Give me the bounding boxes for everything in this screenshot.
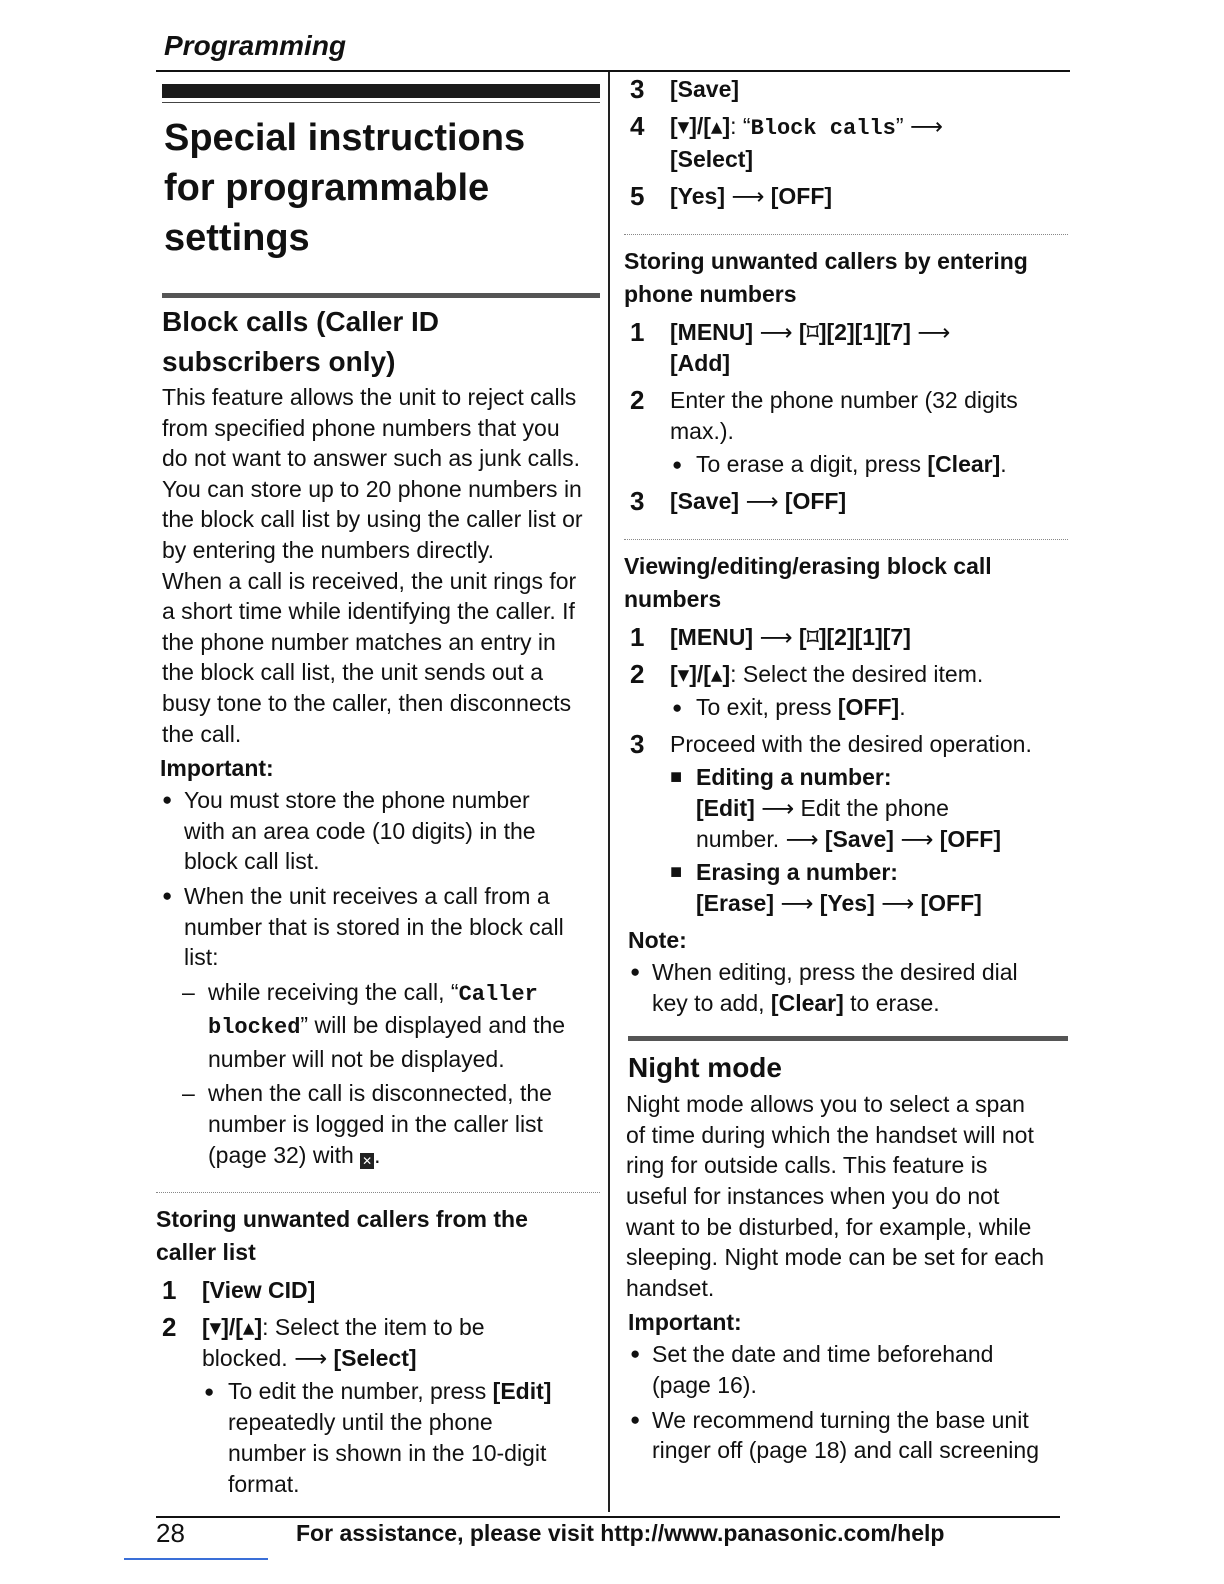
- night-mode-bar: [628, 1036, 1068, 1041]
- cont-step-5: 5 [Yes] ⟶ [OFF]: [630, 181, 833, 211]
- step-2: 2 [▾]/[▴]: Select the item to be blocked. ⟶ [Select] ● To edit the number, press [Edit] repeatedly until the phone number is shown in the 10-digit format.: [156, 1312, 600, 1500]
- title-underline: [162, 102, 600, 103]
- important-label: Important:: [160, 755, 274, 782]
- exit-tip: ● To exit, press [OFF].: [670, 692, 1068, 723]
- footer-rule: [156, 1516, 1060, 1518]
- yes-key: [Yes]: [670, 183, 725, 209]
- save-key: [Save]: [670, 488, 740, 514]
- off-key: [OFF]: [837, 694, 900, 720]
- yes-key: [Yes]: [819, 890, 875, 916]
- bn-step-1: 1 [MENU] ⟶ [⌑][2][1][7] ⟶ [Add]: [624, 317, 1068, 379]
- arrow-icon: ⟶: [759, 624, 793, 650]
- column-divider: [608, 72, 610, 1512]
- arrow-icon: ⟶: [780, 890, 814, 916]
- night-mode-intro: Night mode allows you to select a span of time during which the handset will not ring for outside calls. This feature is useful for instances when you do not want to be disturbed, for example, while sleeping. Night mode can be set for each handset.: [626, 1091, 1045, 1301]
- select-key: [Select]: [670, 146, 754, 172]
- add-key: [Add]: [670, 350, 731, 376]
- arrow-icon: ⟶: [294, 1345, 328, 1372]
- select-key: [Select]: [333, 1345, 417, 1372]
- bullet-area-code: ● You must store the phone number with an area code (10 digits) in the block call list.: [156, 785, 600, 877]
- dash-disconnected: – when the call is disconnected, the number is logged in the caller list (page 32) with ✕.: [156, 1078, 600, 1170]
- editing-steps: [Edit] ⟶ Edit the phone number. ⟶ [Save] ⟶ [OFF]: [696, 795, 1001, 852]
- section-divider: [624, 539, 1068, 540]
- note-label: Note:: [628, 927, 687, 953]
- up-down-keys: [▾]/[▴]: [202, 1314, 263, 1341]
- v-step-2: 2 [▾]/[▴]: Select the desired item. ● To exit, press [OFF].: [624, 659, 1068, 723]
- night-mode-title: Night mode: [628, 1052, 782, 1084]
- footer-link-text[interactable]: For assistance, please visit http://www.panasonic.com/help: [296, 1520, 945, 1546]
- arrow-icon: ⟶: [900, 826, 934, 852]
- up-down-keys: [▾]/[▴]: [670, 661, 731, 687]
- page-number: 28: [156, 1518, 185, 1548]
- edit-key: [Edit]: [492, 1378, 552, 1405]
- section-tag: Programming: [164, 30, 347, 61]
- off-key: [OFF]: [920, 890, 982, 916]
- code-keys: [⌑][2][1][7]: [798, 624, 911, 650]
- bullet-date-time: ● Set the date and time beforehand (page 16).: [624, 1339, 1068, 1400]
- arrow-icon: ⟶: [917, 319, 951, 345]
- save-key: [Save]: [824, 826, 894, 852]
- off-key: [OFF]: [770, 183, 833, 209]
- cont-step-3: 3 [Save]: [630, 74, 740, 104]
- arrow-icon: ⟶: [785, 826, 819, 852]
- arrow-icon: ⟶: [745, 488, 779, 514]
- title-bar: [162, 84, 600, 98]
- block-calls-title: Block calls (Caller ID subscribers only): [162, 306, 440, 377]
- arrow-icon: ⟶: [731, 183, 765, 209]
- page-title: Special instructions for programmable settings: [164, 117, 526, 259]
- erasing-steps: [670, 888, 1068, 919]
- clear-key: [Clear]: [927, 451, 1001, 477]
- left-column: [156, 84, 600, 1506]
- arrow-icon: ⟶: [759, 319, 793, 345]
- bn-step-3: 3 [Save] ⟶ [OFF]: [630, 486, 847, 516]
- editing-heading: ■ Editing a number:: [670, 762, 1068, 793]
- note-bullet: ● When editing, press the desired dial key to add, [Clear] to erase.: [624, 957, 1068, 1018]
- erase-digit-tip: ● To erase a digit, press [Clear].: [670, 449, 1068, 480]
- off-key: [OFF]: [939, 826, 1001, 852]
- menu-key: [MENU]: [670, 624, 754, 650]
- step-1: 1 [View CID]: [162, 1275, 316, 1306]
- right-column: [624, 72, 1068, 1470]
- off-key: [OFF]: [784, 488, 847, 514]
- code-keys: [⌑][2][1][7]: [798, 319, 911, 345]
- section-divider: [624, 234, 1068, 235]
- section-divider: [156, 1192, 600, 1193]
- view-cid-key: [View CID]: [202, 1277, 316, 1304]
- bn-step-2: 2 Enter the phone number (32 digits max.). ● To erase a digit, press [Clear].: [624, 385, 1068, 480]
- bullet-recommend: ● We recommend turning the base unit ringer off (page 18) and call screening: [624, 1405, 1068, 1466]
- arrow-icon: ⟶: [761, 795, 795, 821]
- block-calls-intro: This feature allows the unit to reject calls from specified phone numbers that you do not want to answer such as junk calls. You can store up to 20 phone numbers in the block call list by using the caller list or by entering the numbers directly. When a call is received, the unit rings for a short time while identifying the caller. If the phone number matches an entry in the block call list, the unit sends out a busy tone to the caller, then disconnects the call.: [162, 384, 583, 747]
- menu-key: [MENU]: [670, 319, 754, 345]
- arrow-icon: ⟶: [909, 113, 943, 139]
- clear-key: [Clear]: [770, 989, 844, 1016]
- arrow-icon: ⟶: [881, 890, 915, 916]
- up-down-keys: [▾]/[▴]: [670, 113, 731, 139]
- erase-key: [Erase]: [696, 890, 774, 916]
- from-list-title: Storing unwanted callers from the caller list: [156, 1206, 528, 1266]
- block-calls-bar: [162, 293, 600, 298]
- edit-key: [Edit]: [696, 795, 755, 821]
- save-key: [Save]: [670, 76, 740, 102]
- important-label: Important:: [628, 1309, 742, 1336]
- edit-number-tip: ● To edit the number, press [Edit] repeatedly until the phone number is shown in the 10-digit format.: [202, 1376, 600, 1500]
- v-step-1: 1 [MENU] ⟶ [⌑][2][1][7]: [630, 622, 911, 652]
- by-number-title: Storing unwanted callers by entering phone numbers: [624, 248, 1028, 307]
- erasing-heading: ■ Erasing a number:: [670, 857, 1068, 888]
- link-underline: [124, 1558, 268, 1560]
- dash-receiving: – while receiving the call, “Caller blocked” will be displayed and the number will not be displayed.: [156, 977, 600, 1075]
- bullet-stored-number: ● When the unit receives a call from a number that is stored in the block call list:: [156, 881, 600, 973]
- v-step-3: 3 Proceed with the desired operation. ■ Editing a number: [Edit] ⟶ Edit the phone number. ⟶ [Save] ⟶ [OFF] ■ Erasing a number: [Erase] ⟶ [Yes] ⟶ [OFF]: [624, 729, 1068, 919]
- blocked-call-icon: ✕: [362, 1153, 373, 1168]
- cont-step-4: 4 [▾]/[▴]: “Block calls” ⟶ [Select]: [624, 111, 1068, 175]
- viewing-title: Viewing/editing/erasing block call numbers: [624, 553, 992, 612]
